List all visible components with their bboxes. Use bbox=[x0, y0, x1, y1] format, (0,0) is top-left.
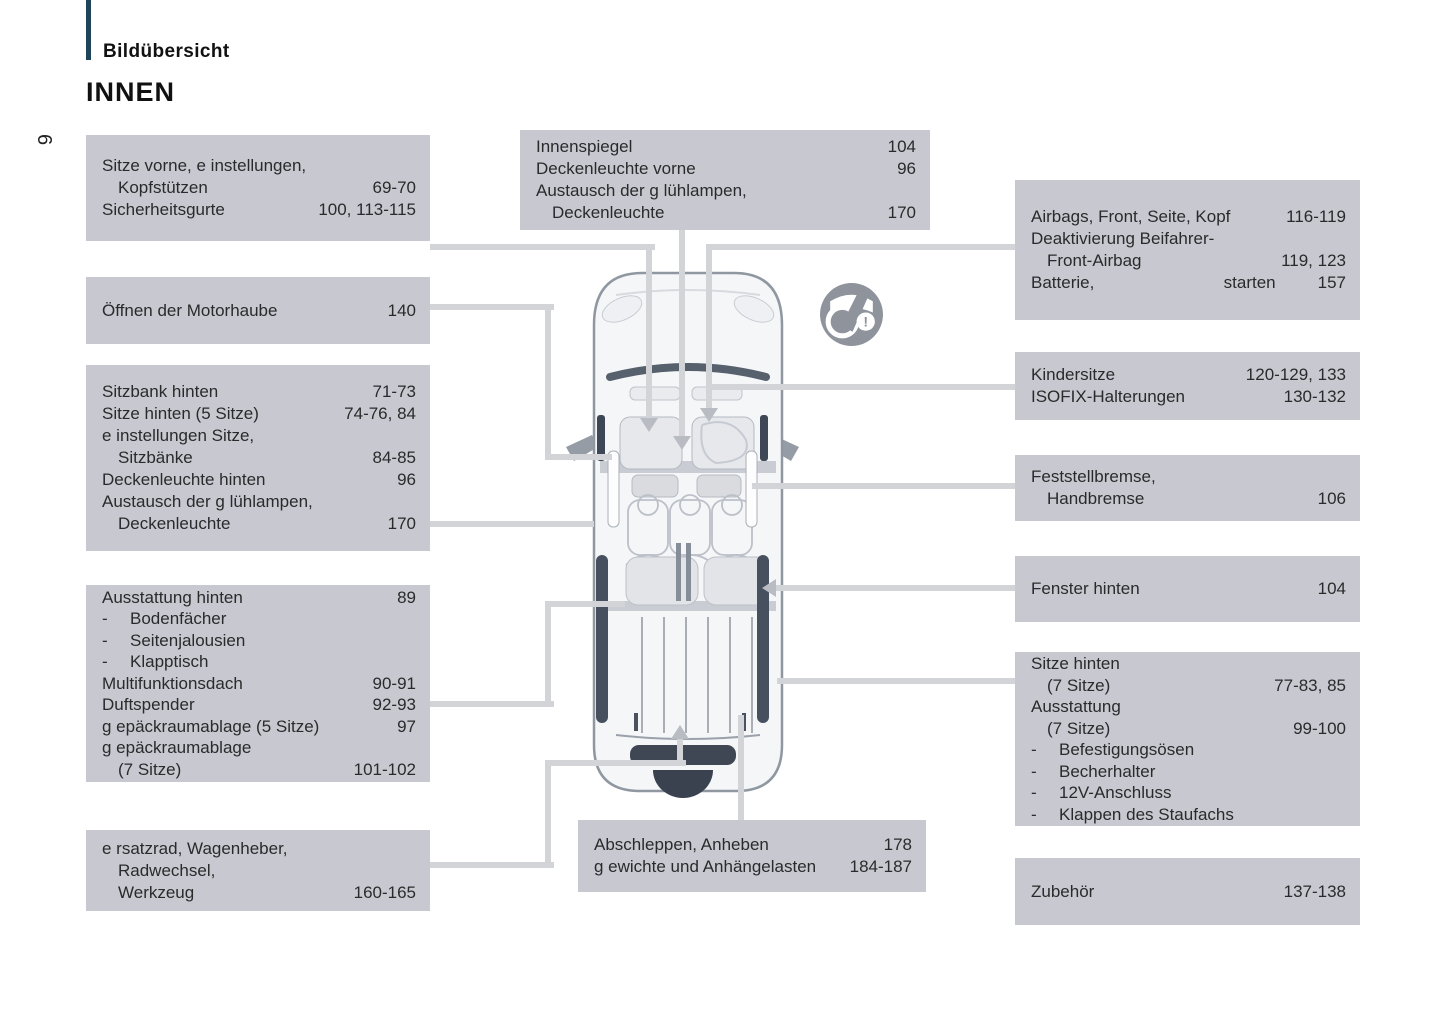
connector-line bbox=[545, 304, 551, 460]
connector-line bbox=[777, 678, 1015, 684]
connector-line bbox=[646, 244, 652, 422]
index-row: - Klappen des Staufachs bbox=[1031, 804, 1234, 824]
box-rear-equipment bbox=[86, 585, 430, 782]
index-row: Deckenleuchte 170 bbox=[118, 514, 416, 533]
index-row: Radwechsel, bbox=[118, 860, 216, 880]
connector-line bbox=[679, 228, 685, 438]
index-row: Feststellbremse, bbox=[1031, 467, 1156, 486]
connector-arrow-mirror bbox=[673, 436, 691, 450]
index-row: Kopfstützen 69-70 bbox=[118, 178, 416, 197]
index-row: - Befestigungsösen bbox=[1031, 740, 1195, 759]
box-rear-windows bbox=[1015, 556, 1360, 622]
connector-line bbox=[545, 760, 686, 766]
connector-line bbox=[430, 521, 594, 527]
box-front-seats bbox=[86, 135, 430, 241]
index-row: Öffnen der Motorhaube 140 bbox=[102, 300, 416, 320]
index-row: Deckenleuchte vorne 96 bbox=[536, 159, 916, 178]
connector-line bbox=[545, 760, 551, 868]
index-row: Ausstattung bbox=[1031, 697, 1121, 716]
car-body bbox=[594, 273, 782, 791]
left-side-panel bbox=[596, 555, 608, 723]
connector-line bbox=[738, 715, 744, 822]
page-title: INNEN bbox=[86, 77, 176, 107]
exclamation-glyph: ! bbox=[863, 314, 869, 331]
index-row: Sitze hinten (5 Sitze) 74-76, 84 bbox=[102, 404, 416, 423]
index-row: Multifunktionsdach 90-91 bbox=[102, 673, 416, 693]
box-interior-mirror bbox=[520, 130, 930, 230]
connector-line bbox=[706, 244, 1015, 250]
connector-line bbox=[545, 454, 612, 460]
index-row: Batterie, starten 157 bbox=[1031, 273, 1346, 292]
index-row: Airbags, Front, Seite, Kopf 116-119 bbox=[1031, 207, 1346, 226]
connector-arrow-airbag bbox=[700, 408, 718, 422]
box-spare-wheel bbox=[86, 830, 430, 911]
index-row: Ausstattung hinten 89 bbox=[102, 587, 416, 607]
page-number: 6 bbox=[33, 133, 56, 146]
box-hood-opening bbox=[86, 277, 430, 344]
connector-line bbox=[774, 585, 1015, 591]
index-row: - Klapptisch bbox=[102, 652, 209, 672]
index-row: - 12V-Anschluss bbox=[1031, 783, 1172, 802]
box-parking-brake bbox=[1015, 455, 1360, 521]
spare-wheel bbox=[653, 770, 713, 798]
index-row: - Seitenjalousien bbox=[102, 630, 246, 650]
index-row: g ewichte und Anhängelasten 184-187 bbox=[594, 857, 912, 876]
sun-visor bbox=[630, 387, 680, 400]
index-row: Sitzbänke 84-85 bbox=[118, 448, 416, 467]
index-row: Sitze hinten bbox=[1031, 654, 1120, 673]
index-row: Innenspiegel 104 bbox=[536, 137, 916, 156]
index-row: g epäckraumablage (5 Sitze) 97 bbox=[102, 716, 416, 736]
index-row: Sicherheitsgurte 100, 113-115 bbox=[102, 200, 416, 219]
driver-warning-icon bbox=[818, 281, 885, 348]
index-row: Werkzeug 160-165 bbox=[118, 882, 416, 902]
index-row: Front-Airbag 119, 123 bbox=[1047, 251, 1346, 270]
connector-line bbox=[430, 244, 655, 250]
connector-arrow-rear-window bbox=[762, 579, 776, 597]
index-row: e rsatzrad, Wagenheber, bbox=[102, 838, 288, 858]
box-child-seats bbox=[1015, 352, 1360, 420]
connector-line bbox=[545, 601, 625, 607]
index-row: Zubehör 137-138 bbox=[1031, 881, 1346, 901]
connector-line bbox=[677, 737, 683, 766]
section-heading: Bildübersicht bbox=[103, 41, 230, 62]
index-row: Sitze vorne, e instellungen, bbox=[102, 156, 307, 175]
index-row: Handbremse 106 bbox=[1047, 489, 1346, 508]
index-row: (7 Sitze) 101-102 bbox=[118, 759, 416, 779]
connector-line bbox=[545, 601, 551, 707]
connector-line bbox=[430, 701, 554, 707]
index-row: Duftspender 92-93 bbox=[102, 695, 416, 715]
connector-line bbox=[706, 384, 1015, 390]
connector-arrow-spare-wheel bbox=[671, 725, 689, 739]
index-row: Deckenleuchte hinten 96 bbox=[102, 470, 416, 489]
index-row: Deckenleuchte 170 bbox=[552, 203, 916, 222]
index-row: Kindersitze 120-129, 133 bbox=[1031, 365, 1346, 384]
connector-line bbox=[430, 862, 554, 868]
box-airbags bbox=[1015, 180, 1360, 320]
index-row: - Becherhalter bbox=[1031, 761, 1156, 781]
index-row: (7 Sitze) 99-100 bbox=[1047, 718, 1346, 738]
index-row: Austausch der g lühlampen, bbox=[102, 492, 313, 511]
index-row: Fenster hinten 104 bbox=[1031, 579, 1346, 598]
connector-line bbox=[752, 483, 1015, 489]
accent-bar bbox=[86, 0, 91, 60]
index-row: Sitzbank hinten 71-73 bbox=[102, 382, 416, 401]
connector-line bbox=[430, 304, 554, 310]
index-row: ISOFIX-Halterungen 130-132 bbox=[1031, 387, 1346, 406]
box-towing bbox=[578, 820, 926, 892]
index-row: Austausch der g lühlampen, bbox=[536, 181, 747, 200]
index-row: g epäckraumablage bbox=[102, 738, 252, 758]
index-row: - Bodenfächer bbox=[102, 609, 227, 629]
index-row: Abschleppen, Anheben 178 bbox=[594, 835, 912, 854]
index-row: e instellungen Sitze, bbox=[102, 426, 255, 445]
box-rear-seats-7 bbox=[1015, 652, 1360, 826]
index-row: (7 Sitze) 77-83, 85 bbox=[1047, 675, 1346, 695]
connector-arrow-front-seat bbox=[640, 418, 658, 432]
box-rear-bench bbox=[86, 365, 430, 551]
index-row: Deaktivierung Beifahrer- bbox=[1031, 229, 1215, 248]
box-accessories bbox=[1015, 858, 1360, 925]
